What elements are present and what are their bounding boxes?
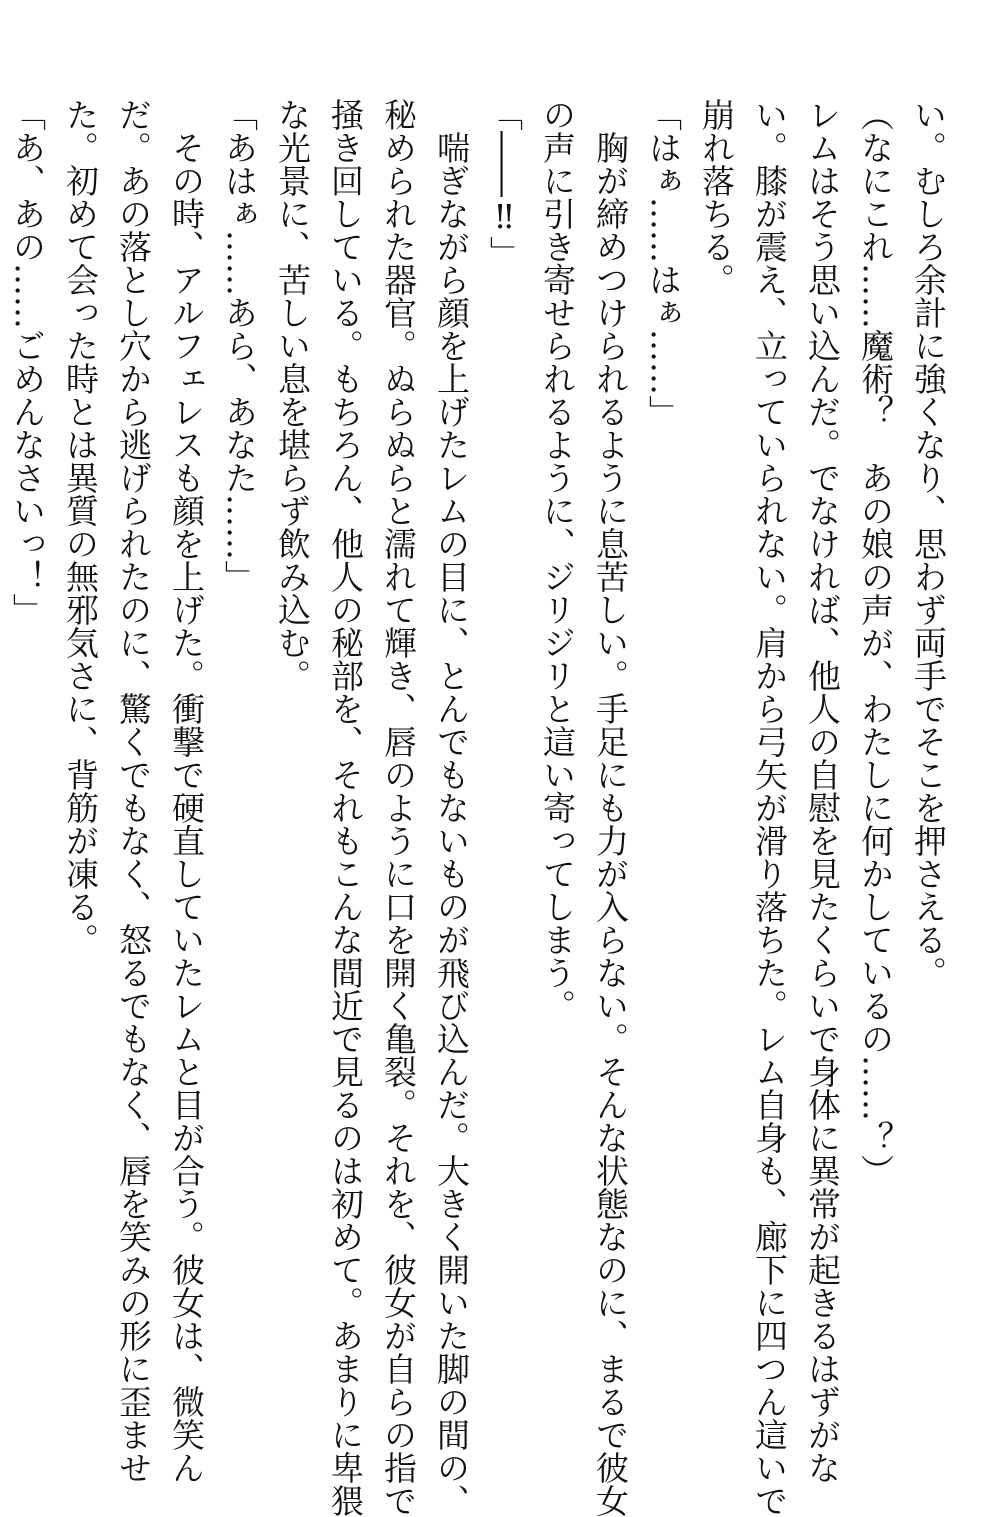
text-line: レムはそう思い込んだ。でなければ、他人の自慰を見たくらいで身体に異常が起きるはずがな — [803, 98, 842, 1484]
text-line: 胸が締めつけられるように息苦しい。手足にも力が入らない。そんな状態なのに、まるで彼女 — [591, 98, 630, 1517]
text-line: 秘められた器官。ぬらぬらと濡れて輝き、唇のように口を開く亀裂。それを、彼女が自らの指で — [379, 98, 418, 1517]
text-line: 「あ、あの……ごめんなさいっ！」 — [8, 98, 47, 626]
text-line: な光景に、苦しい息を堪らず飲み込む。 — [273, 98, 312, 692]
text-line: の声に引き寄せられるように、ジリジリと這い寄ってしまう。 — [538, 98, 577, 1022]
text-line: た。初めて会った時とは異質の無邪気さに、背筋が凍る。 — [61, 98, 100, 956]
text-line: その時、アルフェレスも顔を上げた。衝撃で硬直していたレムと目が合う。彼女は、微笑ん — [167, 98, 206, 1484]
vertical-text-body — [8, 98, 955, 1517]
text-line: （なにこれ……魔術？ あの娘の声が、わたしに何かしているの……？） — [856, 98, 895, 1187]
text-line: い。膝が震え、立っていられない。肩から弓矢が滑り落ちた。レム自身も、廊下に四つん這いで — [750, 98, 789, 1517]
text-line: 掻き回している。もちろん、他人の秘部を、それもこんな間近で見るのは初めて。あまりに卑猥 — [326, 98, 365, 1517]
text-line: 「はぁ……はぁ……」 — [644, 98, 683, 428]
text-line: だ。あの落とし穴から逃げられたのに、驚くでもなく、怒るでもなく、唇を笑みの形に歪ませ — [114, 98, 153, 1484]
text-line: 「――‼」 — [485, 98, 524, 269]
text-line: 崩れ落ちる。 — [697, 98, 736, 296]
text-line: 喘ぎながら顔を上げたレムの目に、とんでもないものが飛び込んだ。大きく開いた脚の間の、 — [432, 98, 471, 1517]
text-line: 「あはぁ……あら、あなた……」 — [220, 98, 259, 593]
text-line: い。むしろ余計に強くなり、思わず両手でそこを押さえる。 — [909, 98, 948, 989]
